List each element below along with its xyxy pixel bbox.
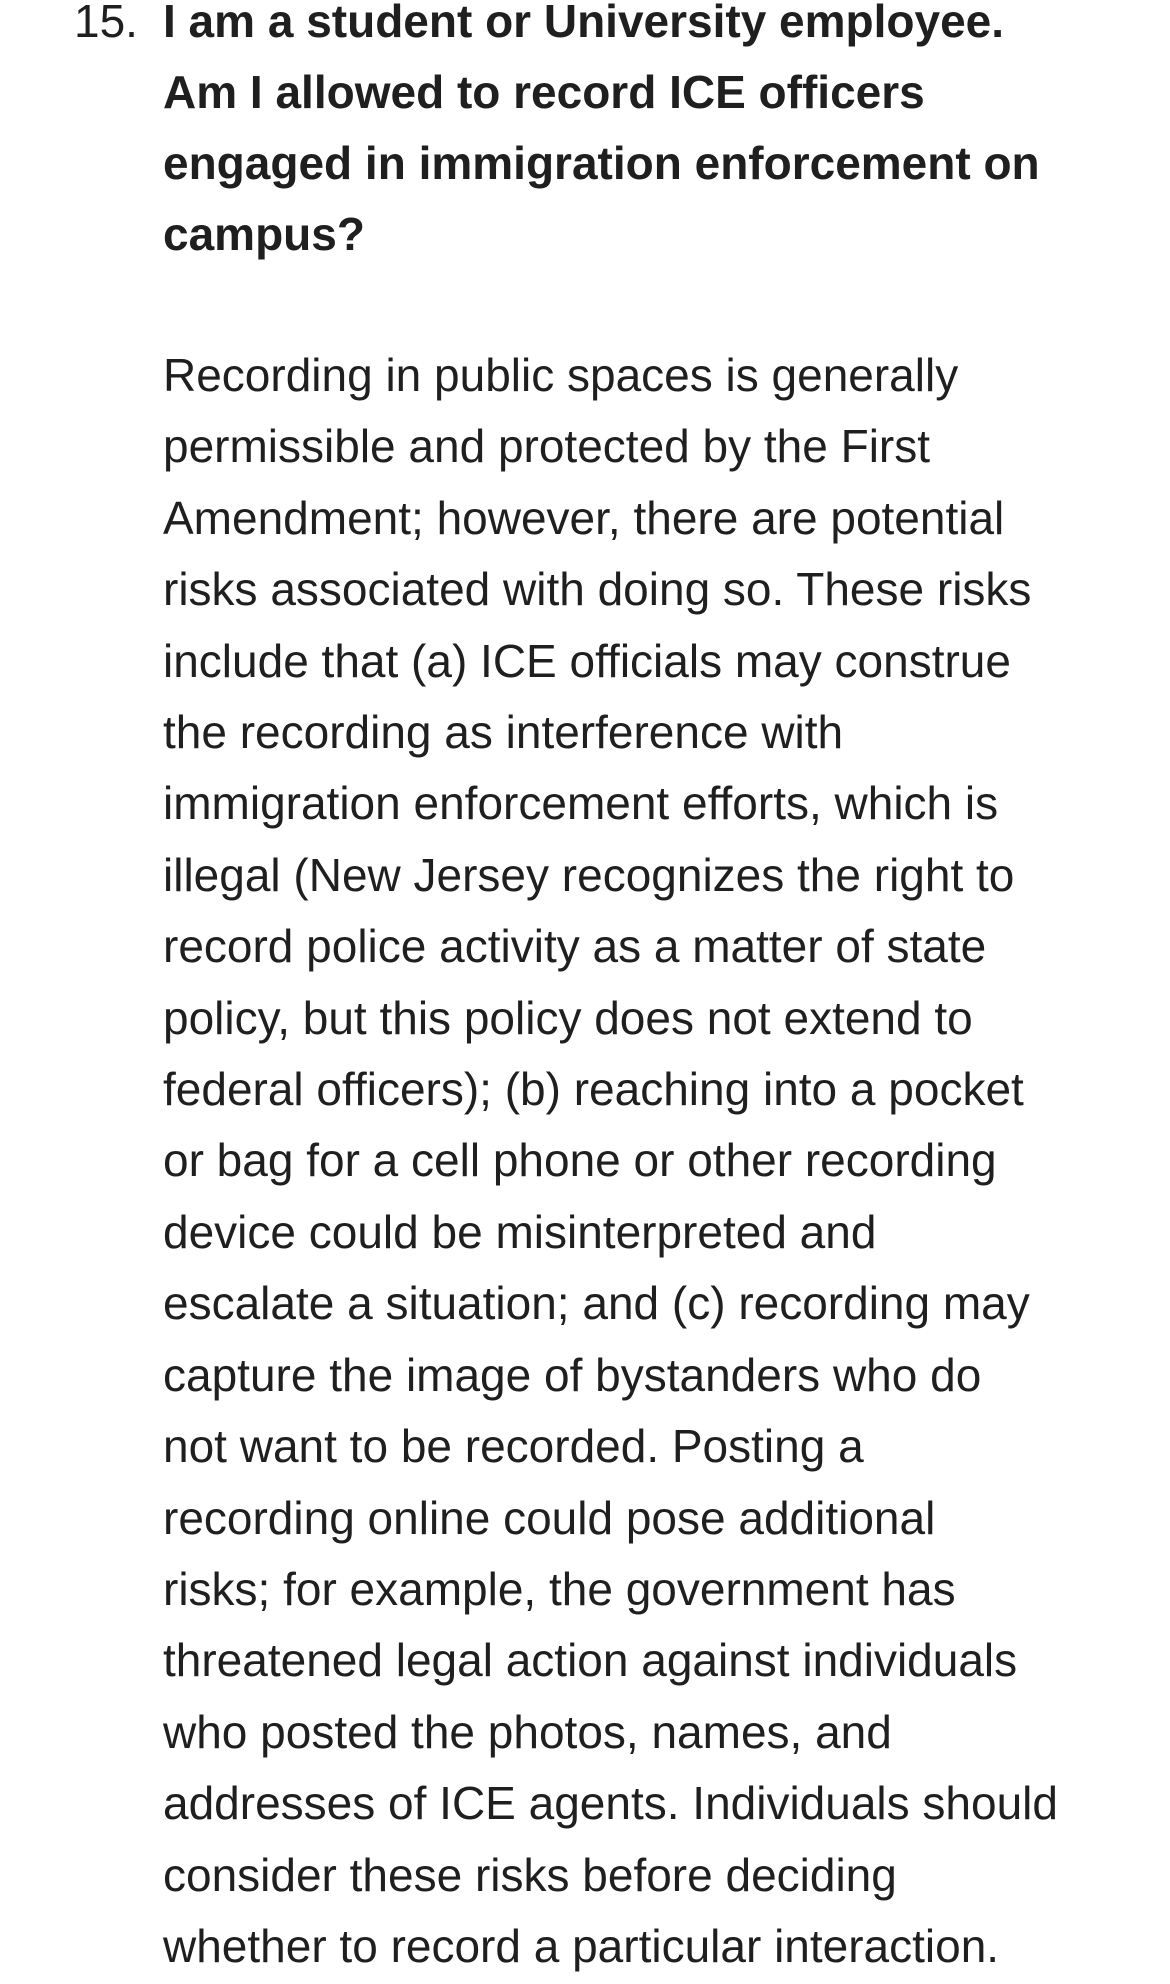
faq-question: I am a student or University employee. Am I allowed to record ICE officers engaged in immigration enforcement on campus?	[163, 0, 1040, 260]
faq-item-number: 15.	[74, 0, 138, 47]
faq-answer: Recording in public spaces is generally permissible and protected by the First Amendment; however, there are potential risks associated with doing so. These risks include that (a) ICE officials may construe the recording as interference with immigration enforcement efforts, which is illegal (New Jersey recognizes the right to record police activity as a matter of state policy, but this policy does not extend to federal officers); (b) reaching into a pocket or bag for a cell phone or other recording device could be misinterpreted and escalate a situation; and (c) recording may capture the image of bystanders who do not want to be recorded. Posting a recording online could pose additional risks; for example, the government has threatened legal action against individuals who posted the photos, names, and addresses of ICE agents. Individuals should consider these risks before deciding whether to record a particular interaction.	[163, 349, 1058, 1972]
